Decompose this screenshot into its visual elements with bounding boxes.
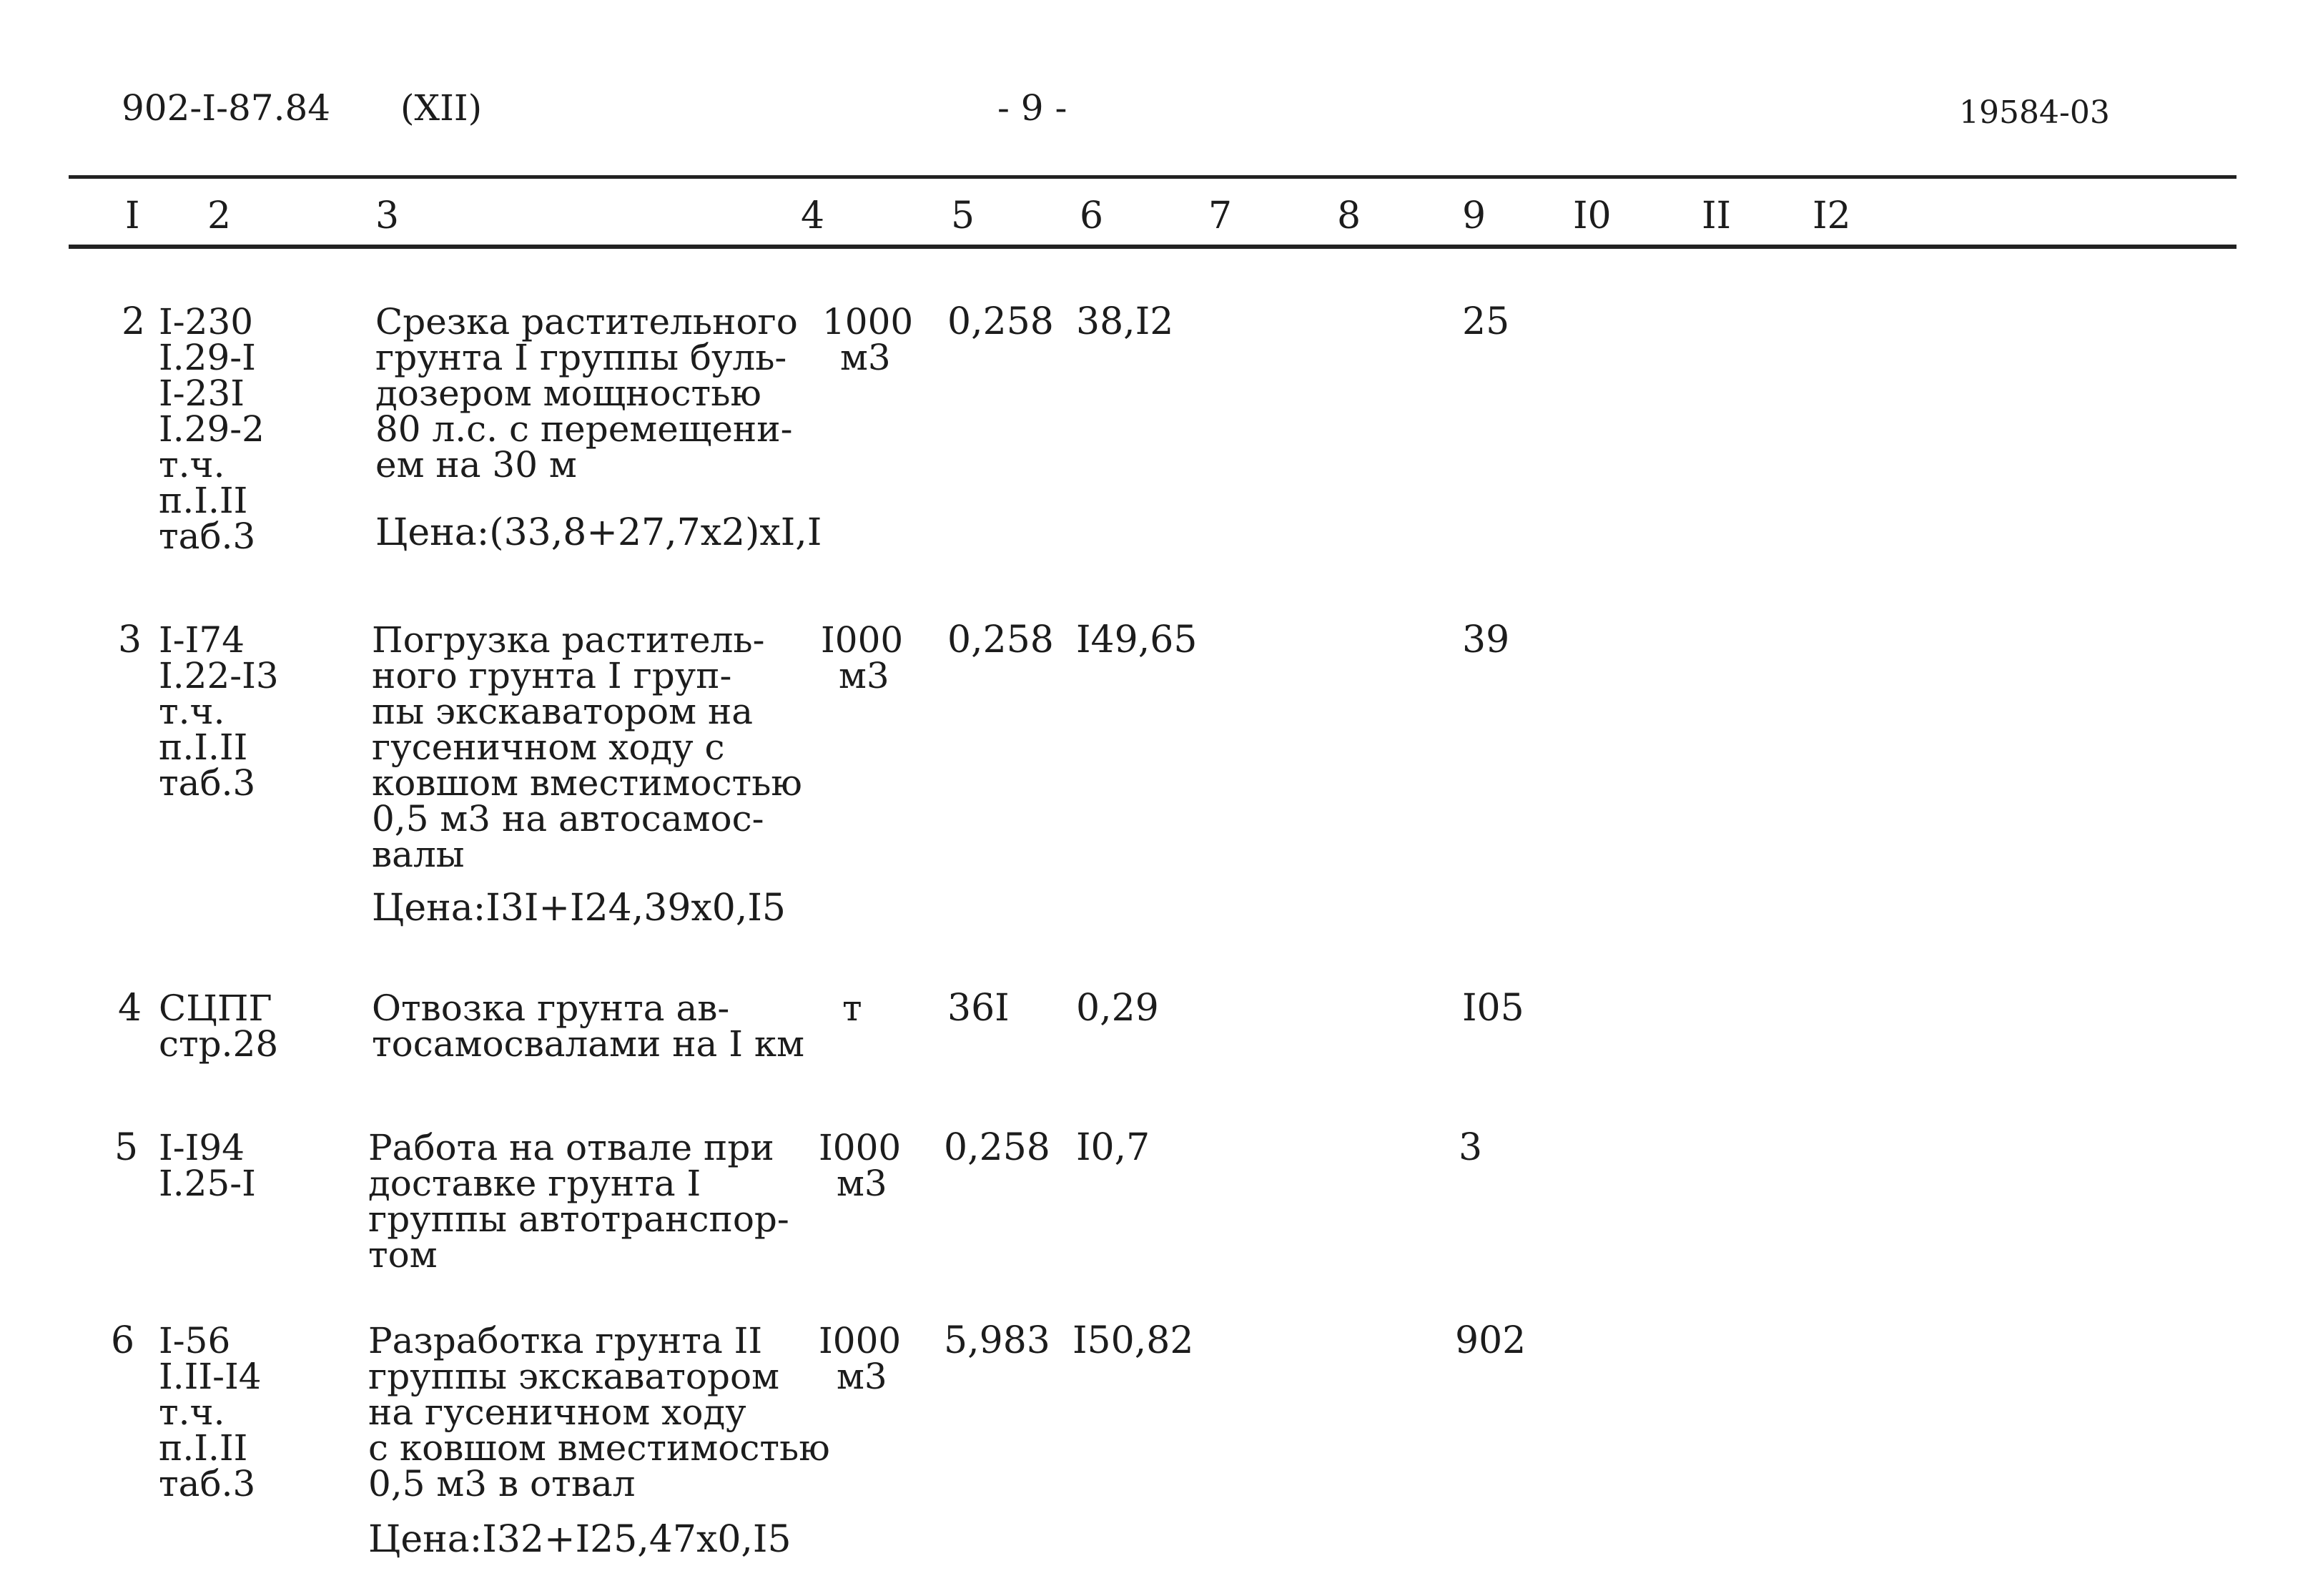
norm-code: п.I.II — [159, 1427, 248, 1469]
table-top-rule — [69, 175, 2236, 179]
row-number: 2 — [122, 300, 146, 343]
norm-code: I.29-2 — [159, 408, 265, 450]
unit-measure: м3 — [840, 337, 891, 378]
description-line: грунта I группы буль- — [375, 337, 787, 378]
description-line: 0,5 м3 в отвал — [368, 1463, 636, 1504]
unit — [842, 987, 862, 1029]
col-header-6: 6 — [1080, 194, 1104, 237]
norm-codes — [159, 1127, 256, 1204]
total-cost: 3 — [1459, 1126, 1483, 1169]
row-number: 3 — [118, 619, 142, 661]
col-header-1: I — [125, 194, 140, 237]
col-header-7: 7 — [1208, 194, 1233, 237]
description-line: группы экскаватором — [368, 1356, 779, 1397]
description-line: Погрузка раститель- — [372, 619, 765, 661]
norm-code: I.25-I — [159, 1163, 256, 1204]
description-line: доставке грунта I — [368, 1163, 701, 1204]
norm-codes — [159, 987, 279, 1065]
quantity: 5,983 — [944, 1319, 1050, 1362]
description-line: гусеничном ходу с — [372, 726, 725, 768]
norm-code: I-23I — [159, 373, 245, 414]
description-line: валы — [372, 834, 465, 875]
unit-qty: т — [842, 987, 862, 1029]
description-line: с ковшом вместимостью — [368, 1427, 830, 1469]
total-cost: I05 — [1462, 987, 1524, 1030]
description-line: Работа на отвале при — [368, 1127, 774, 1168]
work-description — [368, 1127, 789, 1276]
norm-code: т.ч. — [159, 1391, 225, 1433]
quantity: 0,258 — [944, 1126, 1050, 1169]
norm-code: СЦПГ — [159, 987, 272, 1029]
norm-code: I-56 — [159, 1320, 231, 1361]
norm-codes — [159, 301, 265, 557]
norm-code: I-I94 — [159, 1127, 245, 1168]
unit-measure: м3 — [839, 655, 889, 696]
work-description — [372, 619, 802, 875]
col-header-11: II — [1702, 194, 1732, 237]
col-header-4: 4 — [801, 194, 825, 237]
col-header-12: I2 — [1813, 194, 1851, 237]
col-header-2: 2 — [207, 194, 232, 237]
description-line: ковшом вместимостью — [372, 762, 802, 804]
norm-code: п.I.II — [159, 480, 248, 521]
unit-qty: I000 — [821, 619, 904, 661]
col-header-5: 5 — [951, 194, 975, 237]
description-line: 80 л.с. с перемещени- — [375, 408, 793, 450]
description-line: на гусеничном ходу — [368, 1391, 746, 1433]
unit-cost: I50,82 — [1072, 1319, 1194, 1362]
row-number: 5 — [114, 1126, 139, 1169]
col-header-10: I0 — [1573, 194, 1612, 237]
norm-code: таб.3 — [159, 1463, 256, 1504]
quantity: 0,258 — [947, 300, 1054, 343]
album-number: (XII) — [400, 87, 483, 129]
norm-codes — [159, 619, 279, 804]
unit-measure: м3 — [837, 1356, 887, 1397]
description-line: Разработка грунта II — [368, 1320, 763, 1361]
doc-code: 902-I-87.84 — [122, 87, 331, 129]
row-number: 4 — [118, 987, 142, 1030]
unit-cost: I49,65 — [1076, 619, 1198, 661]
col-header-8: 8 — [1337, 194, 1361, 237]
work-description — [372, 987, 805, 1065]
description-line: тосамосвалами на I км — [372, 1023, 805, 1065]
price-formula: Цена:I32+I25,47x0,I5 — [368, 1518, 791, 1561]
description-line: том — [368, 1234, 438, 1276]
unit-qty: I000 — [819, 1320, 902, 1361]
unit-qty: I000 — [819, 1127, 902, 1168]
norm-code: таб.3 — [159, 516, 256, 557]
page-number: - 9 - — [997, 87, 1067, 129]
unit-cost: 0,29 — [1076, 987, 1159, 1030]
total-cost: 902 — [1455, 1319, 1527, 1362]
norm-code: т.ч. — [159, 691, 225, 732]
description-line: ем на 30 м — [375, 444, 577, 486]
work-description — [375, 301, 798, 486]
norm-code: I.22-I3 — [159, 655, 279, 696]
unit — [821, 619, 904, 696]
norm-code: I-I74 — [159, 619, 245, 661]
quantity: 36I — [947, 987, 1010, 1030]
col-header-9: 9 — [1462, 194, 1486, 237]
description-line: ного грунта I груп- — [372, 655, 732, 696]
norm-code: п.I.II — [159, 726, 248, 768]
work-description — [368, 1320, 830, 1504]
unit — [819, 1320, 902, 1397]
description-line: пы экскаватором на — [372, 691, 754, 732]
norm-codes — [159, 1320, 262, 1504]
table-header-rule — [69, 245, 2236, 249]
unit-cost: 38,I2 — [1076, 300, 1174, 343]
description-line: группы автотранспор- — [368, 1198, 789, 1240]
col-header-3: 3 — [375, 194, 400, 237]
norm-code: I-230 — [159, 301, 254, 343]
quantity: 0,258 — [947, 619, 1054, 661]
description-line: дозером мощностью — [375, 373, 761, 414]
unit — [819, 1127, 902, 1204]
norm-code: т.ч. — [159, 444, 225, 486]
description-line: Отвозка грунта ав- — [372, 987, 730, 1029]
price-formula: Цена:(33,8+27,7x2)xI,I — [375, 511, 822, 554]
norm-code: таб.3 — [159, 762, 256, 804]
price-formula: Цена:I3I+I24,39x0,I5 — [372, 887, 786, 930]
total-cost: 25 — [1462, 300, 1510, 343]
description-line: Срезка растительного — [375, 301, 798, 343]
row-number: 6 — [111, 1319, 135, 1362]
unit-cost: I0,7 — [1076, 1126, 1150, 1169]
norm-code: I.II-I4 — [159, 1356, 262, 1397]
total-cost: 39 — [1462, 619, 1510, 661]
unit-qty: 1000 — [822, 301, 914, 343]
unit — [822, 301, 914, 378]
description-line: 0,5 м3 на автосамос- — [372, 798, 764, 839]
norm-code: I.29-I — [159, 337, 256, 378]
norm-code: стр.28 — [159, 1023, 279, 1065]
unit-measure: м3 — [837, 1163, 887, 1204]
inventory-number: 19584-03 — [1959, 94, 2110, 131]
